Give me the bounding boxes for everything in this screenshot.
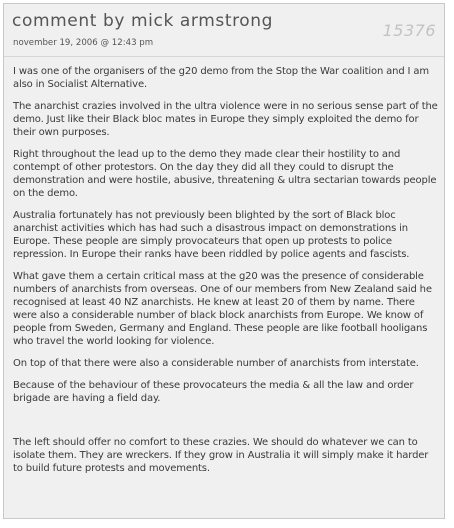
comment-box [3, 3, 445, 519]
comment-paragraph: The anarchist crazies involved in the ultra violence were in no serious sense part of the demo. Just like their Black bloc mates in Europe they simply exploited the demo for their own purposes. [13, 101, 438, 138]
comment-paragraph: Because of the behaviour of these provocateurs the media & all the law and order brigade are having a field day. [13, 380, 414, 404]
comment-timestamp: november 19, 2006 @ 12:43 pm [13, 38, 154, 48]
comment-number: 15376 [382, 21, 436, 40]
comment-paragraph: Right throughout the lead up to the demo they made clear their hostility to and contempt of other protestors. On the day they did all they could to disrupt the demonstration and were hostile, abusive, threatening & ultra sectarian towards people on the demo. [13, 149, 437, 199]
comment-paragraph: What gave them a certain critical mass at the g20 was the presence of considerable numbers of anarchists from overseas. One of our members from New Zealand said he recognised at least 40 NZ anarchists. He knew at least 20 of them by name. There were also a considerable number of black block anarchists from Europe. We know of people from Sweden, Germany and England. These people are like football hooligans who travel the world looking for violence. [13, 271, 432, 347]
comment-paragraph: Australia fortunately has not previously been blighted by the sort of Black bloc anarchist activities which has had such a disastrous impact on demonstrations in Europe. These people are simply provocateurs that open up protests to police repression. In Europe their ranks have been riddled by police agents and fascists. [13, 210, 410, 260]
comment-paragraph: I was one of the organisers of the g20 demo from the Stop the War coalition and I am also in Socialist Alternative. [13, 66, 429, 90]
comment-title: comment by mick armstrong [12, 11, 274, 31]
comment-header [4, 4, 444, 57]
comment-paragraph: On top of that there were also a considerable number of anarchists from interstate. [13, 358, 419, 369]
comment-body [13, 65, 439, 484]
comment-paragraph: The left should offer no comfort to these crazies. We should do whatever we can to isolate them. They are wreckers. If they grow in Australia it will simply make it harder to build future protests and movements. [13, 437, 429, 474]
